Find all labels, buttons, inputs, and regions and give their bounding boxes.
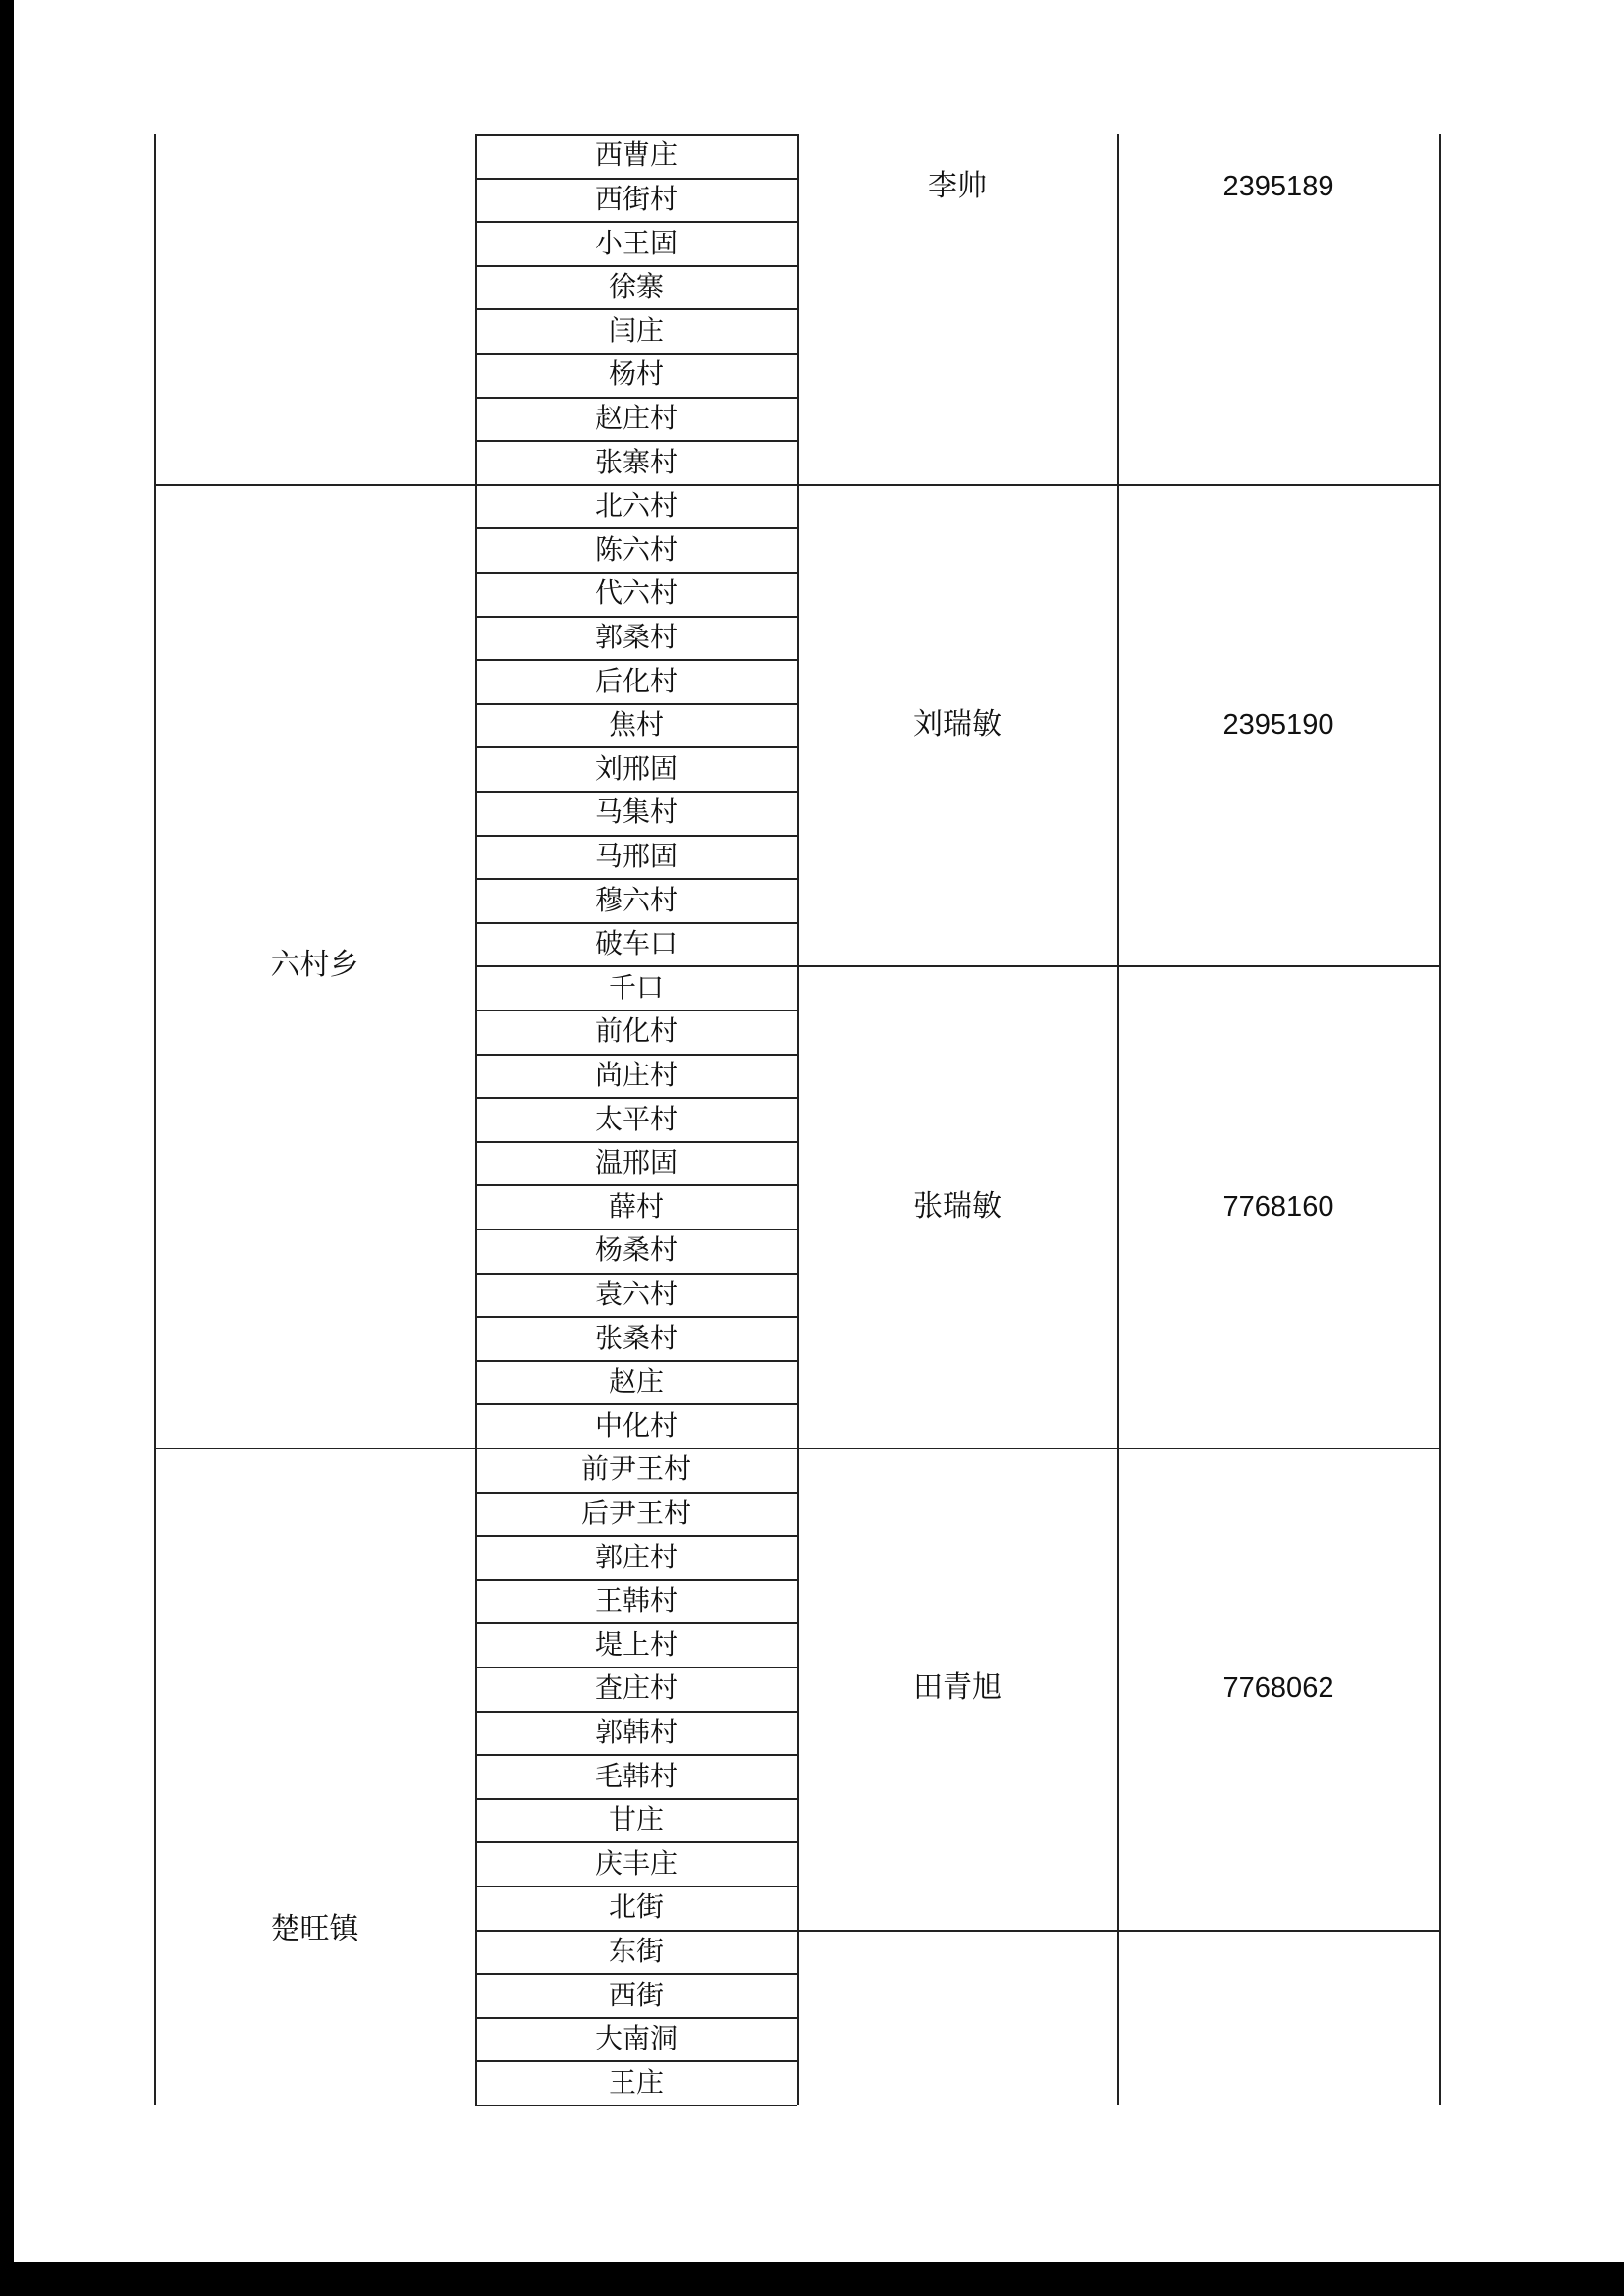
village-name-cell: 西街: [608, 1978, 664, 2011]
village-name-cell: 郭桑村: [594, 620, 677, 653]
contact-phone-cell: [1117, 1997, 1439, 2037]
village-name-cell: 代六村: [594, 576, 677, 610]
village-name-cell: 王庄: [608, 2065, 664, 2099]
contact-person-cell: 李帅: [928, 168, 987, 203]
scan-bottom-edge: [0, 2262, 1624, 2296]
contact-block-divider: [797, 1448, 1439, 1449]
contact-block-divider: [797, 965, 1439, 967]
village-name-cell: 西街村: [594, 182, 677, 215]
village-name-cell: 王韩村: [594, 1584, 677, 1617]
village-name-cell: 刘邢固: [594, 751, 677, 785]
village-name-cell: 闫庄: [608, 313, 664, 347]
contact-phone-cell: 2395189: [1222, 170, 1334, 202]
village-name-cell: 后尹王村: [580, 1496, 691, 1529]
village-name-cell: 温邢固: [594, 1146, 677, 1179]
village-col-right-border: [797, 134, 799, 2105]
contact-person-cell: 张瑞敏: [913, 1188, 1001, 1224]
township-block-divider: [154, 484, 475, 486]
scan-left-edge: [0, 0, 14, 2296]
contact-phone-cell: 2395190: [1222, 709, 1334, 741]
village-name-cell: 陈六村: [594, 532, 677, 566]
village-name-cell: 郭韩村: [594, 1715, 677, 1748]
contact-person-cell: 田青旭: [913, 1670, 1001, 1706]
village-name-cell: 赵庄村: [594, 401, 677, 434]
village-name-cell: 小王固: [594, 226, 677, 259]
village-name-cell: 马邢固: [594, 839, 677, 872]
village-name-cell: 杨村: [608, 357, 664, 391]
village-name-cell: 杨桑村: [594, 1233, 677, 1267]
village-name-cell: 甘庄: [608, 1803, 664, 1836]
township-name-cell: 六村乡: [270, 948, 359, 983]
table-border-right: [1439, 134, 1441, 2105]
village-name-cell: 郭庄村: [594, 1540, 677, 1573]
person-col-right-border: [1117, 134, 1119, 2105]
village-name-cell: 千口: [608, 970, 664, 1004]
village-name-cell: 北六村: [594, 489, 677, 522]
village-name-cell: 张寨村: [594, 445, 677, 478]
village-name-cell: 破车口: [594, 927, 677, 960]
village-name-cell: 焦村: [608, 708, 664, 741]
village-name-cell: 后化村: [594, 664, 677, 697]
village-name-cell: 赵庄: [608, 1365, 664, 1398]
village-name-cell: 穆六村: [594, 883, 677, 916]
village-name-cell: 太平村: [594, 1102, 677, 1135]
village-name-cell: 毛韩村: [594, 1759, 677, 1792]
contact-block-divider: [797, 1930, 1439, 1932]
village-name-cell: 尚庄村: [594, 1058, 677, 1091]
contact-person-cell: 刘瑞敏: [913, 707, 1001, 742]
village-name-cell: 马集村: [594, 795, 677, 829]
village-name-cell: 袁六村: [594, 1277, 677, 1310]
township-name-cell: 楚旺镇: [270, 1911, 359, 1946]
village-name-cell: 东街: [608, 1934, 664, 1967]
contact-person-cell: [797, 1997, 1117, 2037]
village-name-cell: 前尹王村: [580, 1452, 691, 1486]
village-name-cell: 徐寨: [608, 270, 664, 303]
village-name-cell: 北街: [608, 1890, 664, 1924]
township-block-divider: [154, 1448, 475, 1449]
village-name-cell: 西曹庄: [594, 138, 677, 172]
village-row-divider: [475, 2105, 797, 2106]
village-name-cell: 中化村: [594, 1408, 677, 1442]
contact-phone-cell: 7768160: [1222, 1190, 1334, 1223]
village-name-cell: 薛村: [608, 1189, 664, 1223]
village-name-cell: 査庄村: [594, 1671, 677, 1705]
contact-phone-cell: 7768062: [1222, 1672, 1334, 1705]
village-name-cell: 大南洞: [594, 2022, 677, 2055]
table-border-left: [154, 134, 156, 2105]
village-name-cell: 庆丰庄: [594, 1846, 677, 1880]
contact-block-divider: [797, 484, 1439, 486]
village-name-cell: 堤上村: [594, 1627, 677, 1661]
village-name-cell: 张桑村: [594, 1321, 677, 1354]
village-name-cell: 前化村: [594, 1014, 677, 1048]
